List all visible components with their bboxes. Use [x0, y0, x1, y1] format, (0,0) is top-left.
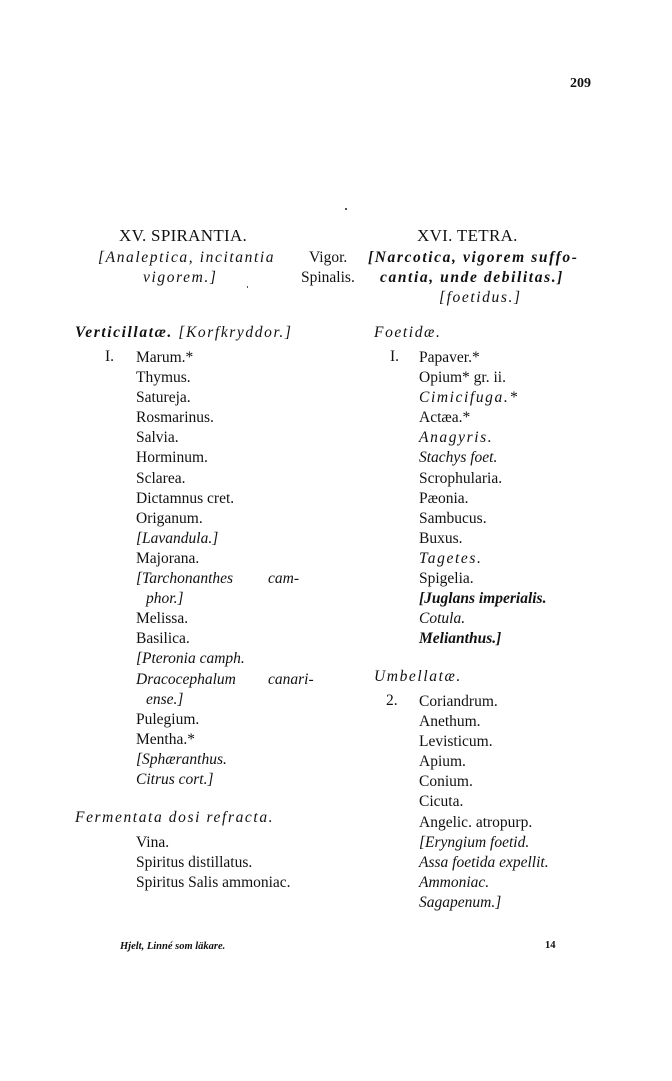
right-number-2: 2. — [386, 692, 398, 709]
list-item: Tagetes. — [419, 549, 483, 567]
left-heading: XV. SPIRANTIA. — [119, 226, 248, 245]
left-number-1: I. — [105, 348, 115, 365]
foetidae-list — [419, 348, 546, 649]
list-item: Assa foetida expellit. — [419, 853, 549, 871]
list-item: Melianthus.] — [419, 630, 502, 648]
list-item — [136, 569, 299, 589]
list-item: Horminum. — [136, 449, 208, 467]
right-section2-title: Umbellatæ. — [374, 668, 462, 685]
verticillatae-title: Verticillatæ. — [75, 324, 173, 341]
list-item: Vina. — [136, 834, 170, 851]
list-item: Satureja. — [136, 389, 191, 407]
list-item: [Sphæranthus. — [136, 750, 227, 768]
list-item: Pulegium. — [136, 710, 200, 728]
right-heading: XVI. TETRA. — [417, 226, 518, 245]
right-bracket-line2: cantia, unde debilitas.] — [380, 269, 564, 286]
list-item: Apium. — [419, 753, 466, 771]
footer-left: Hjelt, Linné som läkare. — [120, 941, 226, 952]
list-item: Spiritus Salis ammoniac. — [136, 874, 291, 892]
list-item: Salvia. — [136, 429, 179, 447]
list-item: Stachys foet. — [419, 449, 498, 467]
list-item: Majorana. — [136, 549, 200, 567]
tarchonanthes: [Tarchonanthes — [136, 570, 234, 588]
right-number-1: I. — [390, 348, 400, 365]
list-item: Anethum. — [419, 713, 481, 731]
list-item: Papaver.* — [419, 349, 480, 366]
left-section2-title: Fermentata dosi refracta. — [75, 809, 275, 826]
list-item: [Pteronia camph. — [136, 650, 245, 668]
list-item: [Lavandula.] — [136, 529, 219, 547]
list-item: Spigelia. — [419, 570, 474, 588]
list-item: Rosmarinus. — [136, 409, 214, 427]
list-item: Angelic. atropurp. — [419, 813, 533, 831]
list-item: Buxus. — [419, 529, 463, 547]
list-item: Thymus. — [136, 369, 191, 387]
center-line2: Spinalis. — [301, 269, 355, 286]
list-item: Origanum. — [136, 509, 203, 527]
center-line1: Vigor. — [309, 249, 348, 266]
right-bracket-line3: [foetidus.] — [439, 289, 522, 306]
list-item: phor.] — [146, 590, 184, 608]
speck — [345, 208, 347, 210]
list-item: Opium* gr. ii. — [419, 369, 506, 387]
list-item: Coriandrum. — [419, 693, 498, 710]
dracocephalum: Dracocephalum — [136, 670, 236, 688]
left-bracket-line1: [Analeptica, incitantia — [98, 249, 276, 266]
umbellatae-list — [419, 692, 549, 913]
list-item: Sclarea. — [136, 469, 186, 487]
list-item: Scrophularia. — [419, 469, 503, 487]
left-bracket-line2: vigorem.] — [143, 269, 218, 286]
list-item: Sagapenum.] — [419, 893, 502, 911]
list-item: Dictamnus cret. — [136, 489, 235, 507]
right-bracket-line1: [Narcotica, vigorem suffo- — [368, 249, 579, 266]
list-item: Actæa.* — [419, 409, 471, 427]
list-item: [Juglans imperialis. — [419, 590, 547, 608]
list-item: Basilica. — [136, 630, 190, 648]
list-item: Conium. — [419, 773, 473, 791]
list-item: Pæonia. — [419, 489, 469, 507]
footer-right: 14 — [545, 940, 556, 951]
fermentata-list — [136, 833, 291, 893]
dracocephalum-cont: canari- — [268, 670, 314, 688]
list-item: Ammoniac. — [419, 873, 490, 891]
list-item: Cotula. — [419, 610, 466, 628]
page-number: 209 — [570, 76, 591, 91]
verticillatae-list — [136, 348, 314, 790]
tarchonanthes-cont: cam- — [268, 570, 299, 588]
list-item: Anagyris. — [419, 429, 494, 447]
list-item: ense.] — [146, 690, 184, 708]
list-item: Levisticum. — [419, 733, 493, 751]
list-item: Cicuta. — [419, 793, 464, 811]
list-item: Melissa. — [136, 610, 189, 628]
list-item: Spiritus distillatus. — [136, 854, 253, 872]
left-section1-title — [75, 324, 292, 342]
list-item: Marum.* — [136, 349, 194, 366]
list-item — [136, 670, 314, 690]
speck — [247, 286, 248, 288]
verticillatae-bracket: [Korfkryddor.] — [178, 324, 293, 341]
list-item: Cimicifuga.* — [419, 389, 519, 407]
right-section1-title: Foetidæ. — [374, 324, 442, 341]
list-item: [Eryngium foetid. — [419, 833, 530, 851]
list-item: Citrus cort.] — [136, 770, 214, 788]
list-item: Sambucus. — [419, 509, 487, 527]
list-item: Mentha.* — [136, 730, 195, 748]
